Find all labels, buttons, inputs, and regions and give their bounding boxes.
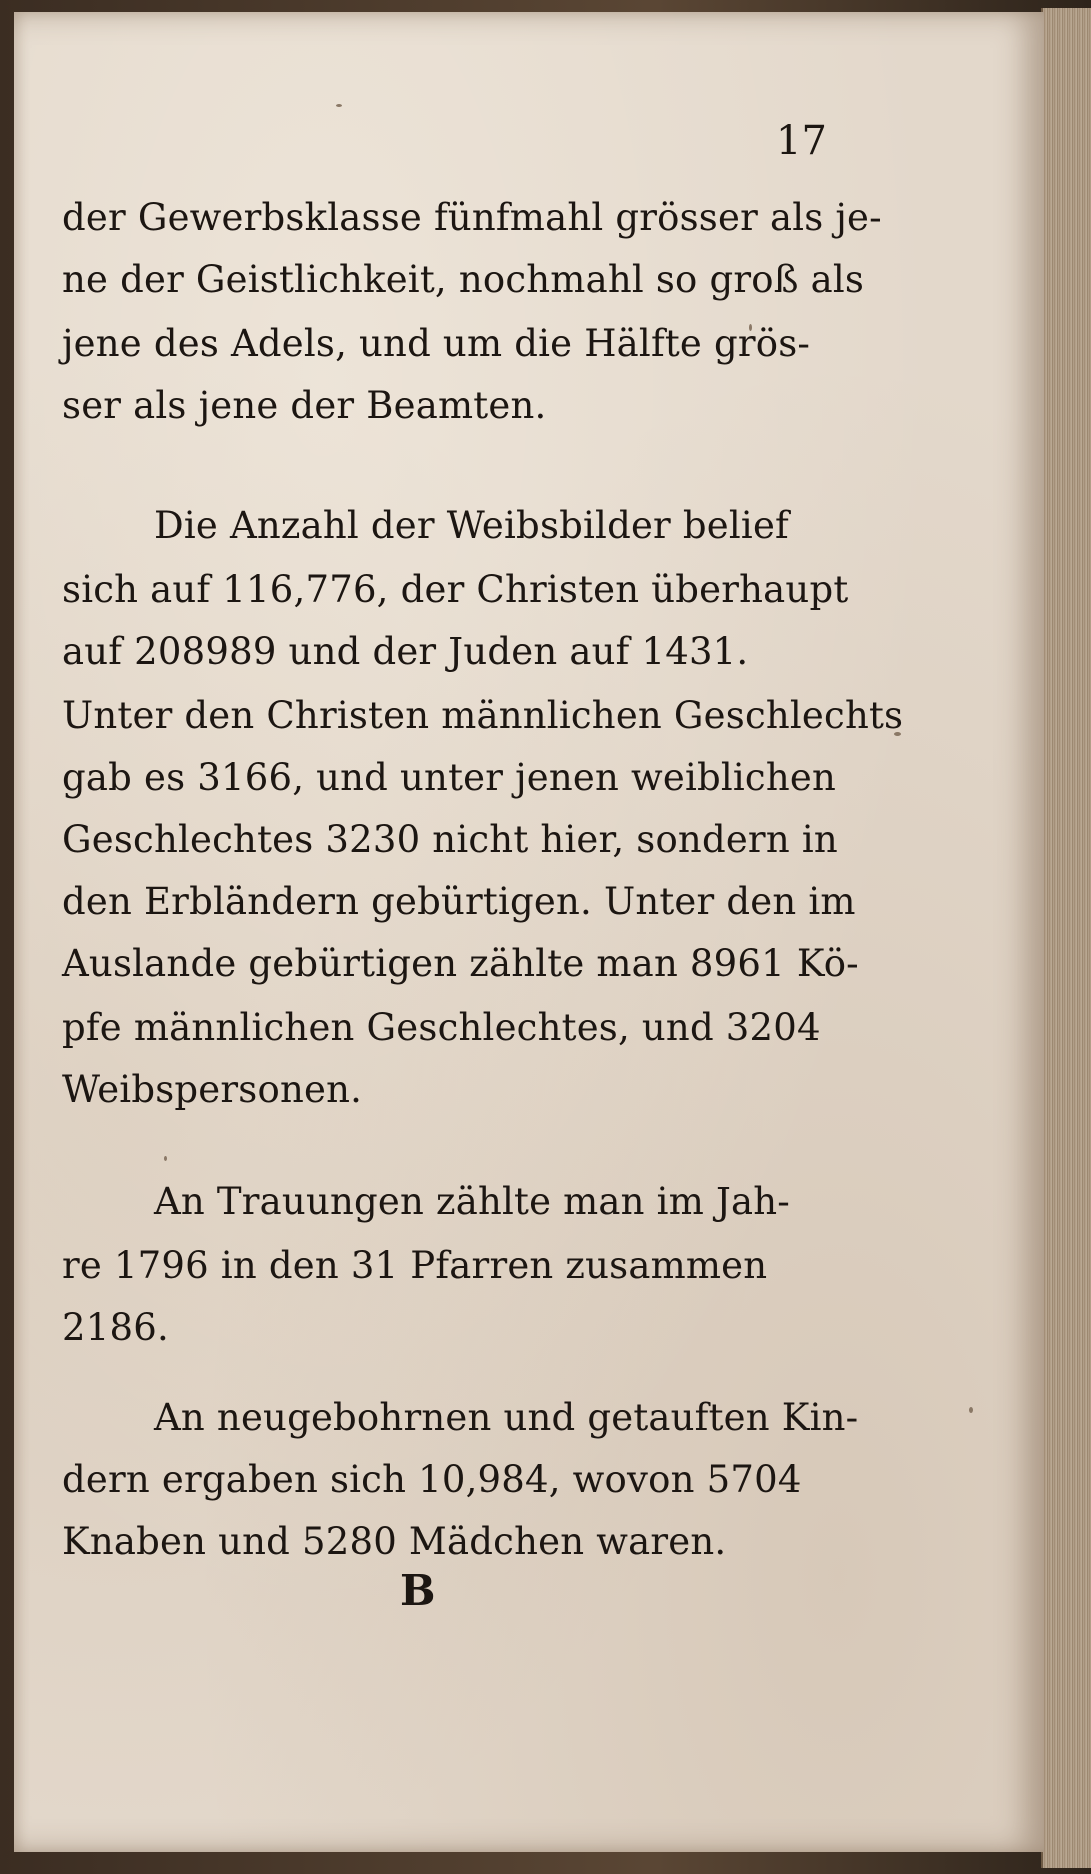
text-line: Knaben und 5280 Mädchen waren. bbox=[62, 1520, 727, 1563]
text-line: re 1796 in den 31 Pfarren zusammen bbox=[62, 1244, 768, 1287]
page-edge bbox=[1041, 8, 1091, 1868]
text-line: jene des Adels, und um die Hälfte grös- bbox=[62, 322, 811, 365]
signature-mark: B bbox=[400, 1566, 436, 1615]
paper-speck bbox=[969, 1407, 973, 1413]
text-line: auf 208989 und der Juden auf 1431. bbox=[62, 630, 749, 673]
text-line: Unter den Christen männlichen Geschlechts bbox=[62, 694, 904, 737]
text-line: Auslande gebürtigen zählte man 8961 Kö- bbox=[62, 942, 859, 985]
paper-speck bbox=[164, 1156, 167, 1161]
text-line: An neugebohrnen und getauften Kin- bbox=[154, 1396, 859, 1439]
text-line: sich auf 116,776, der Christen überhaupt bbox=[62, 568, 849, 611]
text-line: 2186. bbox=[62, 1306, 169, 1349]
text-line: Geschlechtes 3230 nicht hier, sondern in bbox=[62, 818, 838, 861]
text-line: dern ergaben sich 10,984, wovon 5704 bbox=[62, 1458, 802, 1501]
text-line: ne der Geistlichkeit, nochmahl so groß als bbox=[62, 258, 865, 301]
text-line: pfe männlichen Geschlechtes, und 3204 bbox=[62, 1006, 821, 1049]
text-line: gab es 3166, und unter jenen weiblichen bbox=[62, 756, 837, 799]
text-line: Weibspersonen. bbox=[62, 1068, 363, 1111]
text-line: den Erbländern gebürtigen. Unter den im bbox=[62, 880, 856, 923]
text-line: der Gewerbsklasse fünfmahl grösser als je- bbox=[62, 196, 882, 239]
text-line: Die Anzahl der Weibsbilder belief bbox=[154, 504, 789, 547]
text-line: ser als jene der Beamten. bbox=[62, 384, 547, 427]
text-line: An Trauungen zählte man im Jah- bbox=[154, 1180, 790, 1223]
paper-speck bbox=[336, 104, 342, 107]
page-number: 17 bbox=[776, 118, 827, 164]
